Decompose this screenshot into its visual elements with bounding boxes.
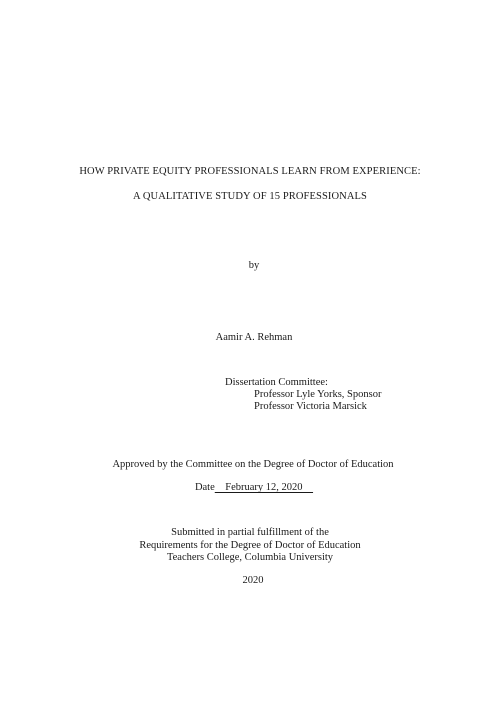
dissertation-committee bbox=[225, 377, 381, 413]
dissertation-title-line-1: HOW PRIVATE EQUITY PROFESSIONALS LEARN FROM EXPERIENCE: bbox=[79, 166, 421, 177]
committee-member-sponsor: Professor Lyle Yorks, Sponsor bbox=[254, 389, 382, 400]
date-value: February 12, 2020 bbox=[214, 482, 314, 493]
committee-member: Professor Victoria Marsick bbox=[254, 401, 367, 412]
submission-line-2: Requirements for the Degree of Doctor of Education bbox=[139, 539, 361, 551]
committee-heading: Dissertation Committee: bbox=[225, 377, 328, 388]
by-label: by bbox=[248, 260, 260, 271]
approval-date-row bbox=[4, 481, 500, 494]
dissertation-title-line-2: A QUALITATIVE STUDY OF 15 PROFESSIONALS bbox=[133, 191, 367, 202]
publication-year: 2020 bbox=[242, 575, 264, 586]
submission-line-3: Teachers College, Columbia University bbox=[166, 552, 334, 563]
submission-line-1: Submitted in partial fulfillment of the bbox=[171, 527, 329, 538]
approval-statement: Approved by the Committee on the Degree of Doctor of Education bbox=[112, 459, 394, 470]
submission-statement bbox=[0, 527, 500, 565]
author-name: Aamir A. Rehman bbox=[215, 332, 293, 343]
date-label: Date bbox=[194, 482, 215, 493]
